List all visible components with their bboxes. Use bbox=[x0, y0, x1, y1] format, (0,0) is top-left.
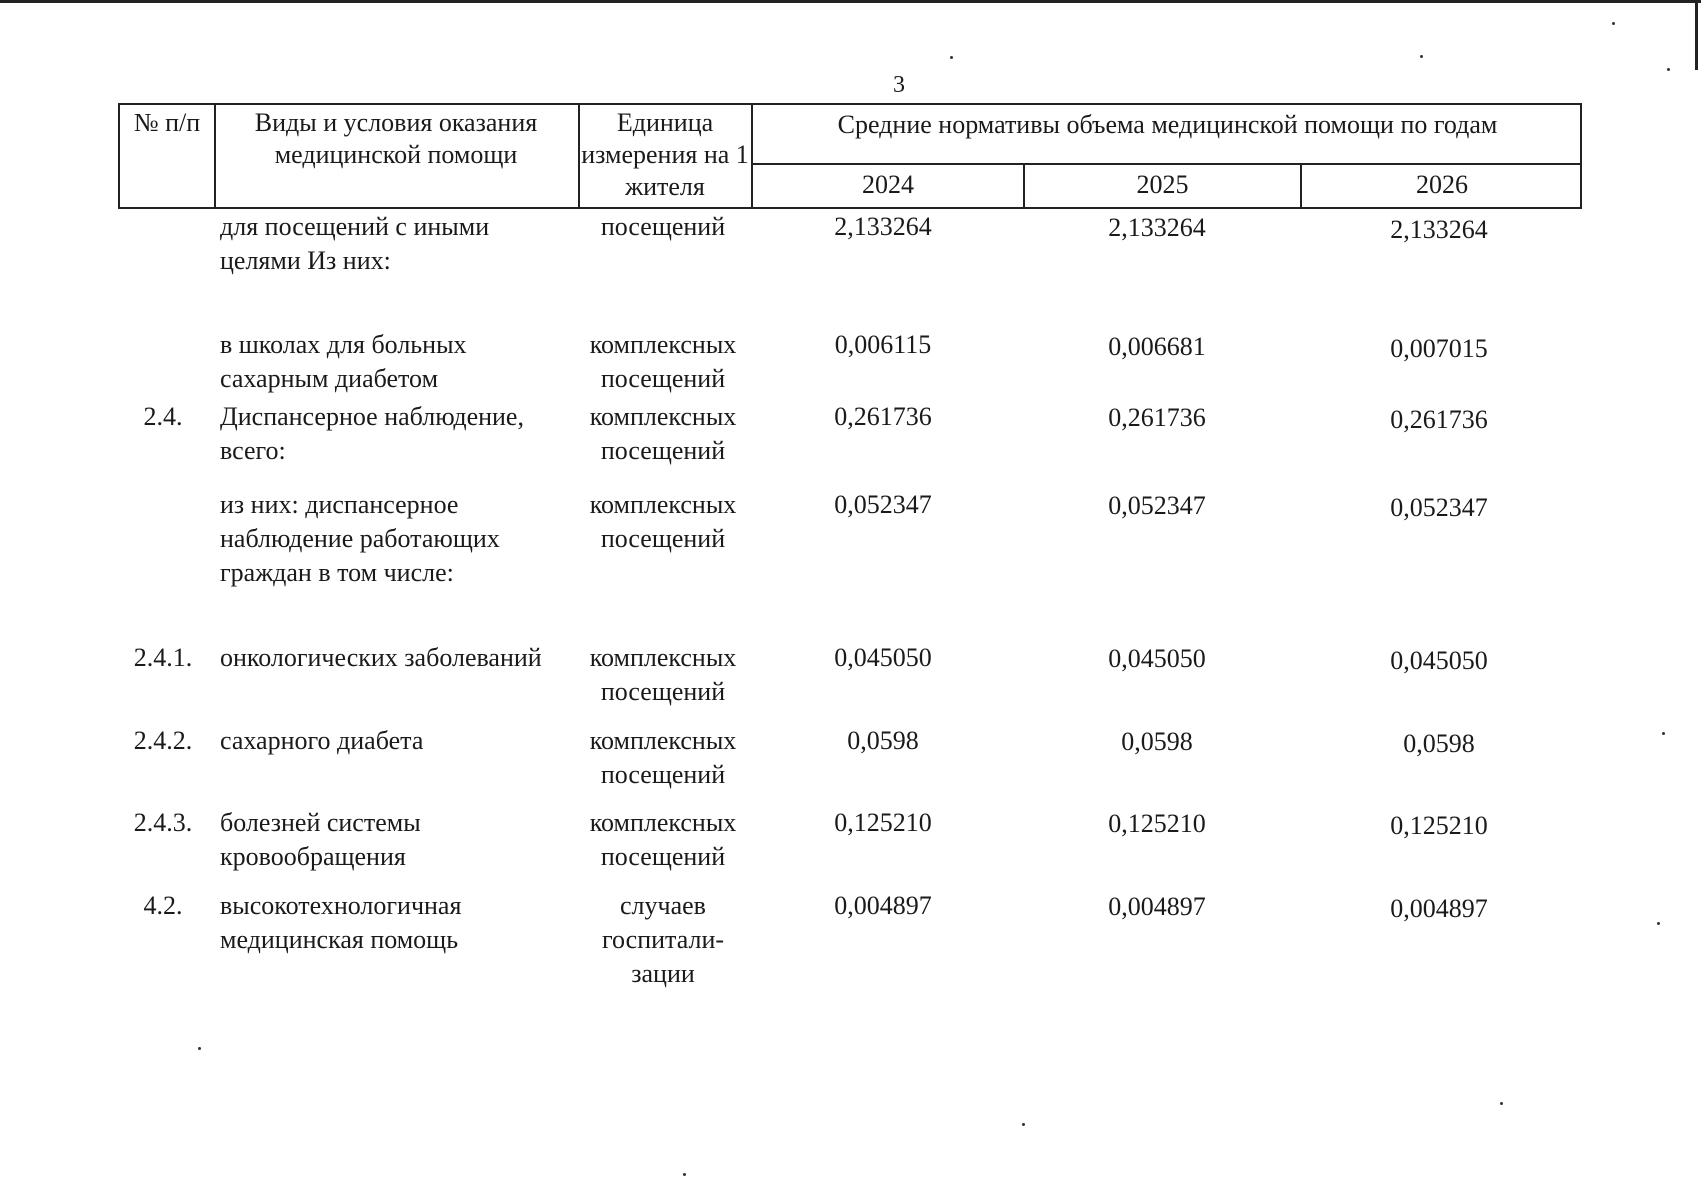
row-num: 4.2. bbox=[143, 891, 183, 920]
row-value-2024: 2,133264 bbox=[834, 212, 932, 241]
row-value-2025: 0,052347 bbox=[1108, 491, 1206, 520]
page-number: 3 bbox=[893, 72, 905, 98]
row-name: высокотехнологичная медицинская помощь bbox=[220, 891, 462, 954]
scan-top-edge bbox=[0, 0, 1701, 3]
header-year-2024: 2024 bbox=[862, 170, 914, 199]
row-value-2024: 0,0598 bbox=[847, 726, 919, 755]
header-unit: Единица измерения на 1 жителя bbox=[581, 108, 749, 201]
row-value-2026: 0,125210 bbox=[1390, 811, 1488, 840]
row-value-2025: 0,045050 bbox=[1108, 644, 1206, 673]
scan-right-edge bbox=[1695, 0, 1698, 70]
row-name: онкологических заболеваний bbox=[220, 643, 542, 672]
row-value-2026: 0,261736 bbox=[1390, 405, 1488, 434]
row-name: для посещений с иными целями Из них: bbox=[220, 212, 490, 275]
row-unit: комплексных посещений bbox=[589, 490, 737, 553]
table-header bbox=[118, 103, 1582, 209]
row-value-2026: 0,004897 bbox=[1390, 894, 1488, 923]
row-name: из них: диспансерное наблюдение работающих граждан в том числе: bbox=[220, 490, 500, 587]
row-value-2024: 0,045050 bbox=[834, 643, 932, 672]
row-name: сахарного диабета bbox=[220, 726, 424, 755]
row-value-2025: 0,006681 bbox=[1108, 332, 1206, 361]
row-num: 2.4.3. bbox=[133, 808, 193, 837]
row-value-2025: 0,0598 bbox=[1121, 727, 1193, 756]
row-value-2024: 0,125210 bbox=[834, 808, 932, 837]
header-year-2025: 2025 bbox=[1136, 170, 1189, 199]
header-num: № п/п bbox=[133, 108, 201, 137]
row-value-2025: 0,261736 bbox=[1108, 403, 1206, 432]
row-value-2025: 0,004897 bbox=[1108, 892, 1206, 921]
row-name: Диспансерное наблюдение, всего: bbox=[220, 402, 524, 465]
row-unit: комплексных посещений bbox=[589, 643, 737, 706]
row-name: болезней системы кровообращения bbox=[220, 808, 421, 871]
header-kind: Виды и условия оказания медицинской помощи bbox=[254, 108, 538, 169]
row-name: в школах для больных сахарным диабетом bbox=[220, 330, 467, 393]
row-value-2024: 0,052347 bbox=[834, 490, 932, 519]
row-num: 2.4. bbox=[143, 402, 183, 431]
row-value-2026: 0,0598 bbox=[1403, 729, 1475, 758]
row-value-2024: 0,006115 bbox=[834, 330, 932, 359]
row-unit: комплексных посещений bbox=[589, 808, 737, 871]
row-value-2026: 0,052347 bbox=[1390, 493, 1488, 522]
row-num: 2.4.1. bbox=[133, 643, 193, 672]
row-value-2024: 0,261736 bbox=[834, 402, 932, 431]
row-unit: посещений bbox=[600, 212, 726, 241]
header-year-2026: 2026 bbox=[1416, 170, 1468, 199]
row-unit: комплексных посещений bbox=[589, 726, 737, 789]
row-unit: случаев госпитали- зации bbox=[601, 891, 725, 988]
row-value-2026: 0,007015 bbox=[1390, 334, 1488, 363]
row-value-2026: 2,133264 bbox=[1390, 215, 1488, 244]
row-value-2024: 0,004897 bbox=[834, 891, 932, 920]
row-unit: комплексных посещений bbox=[589, 330, 737, 393]
row-unit: комплексных посещений bbox=[589, 402, 737, 465]
row-num: 2.4.2. bbox=[133, 726, 193, 755]
header-norms: Средние нормативы объема медицинской помощи по годам bbox=[837, 110, 1498, 139]
row-value-2026: 0,045050 bbox=[1390, 646, 1488, 675]
row-value-2025: 2,133264 bbox=[1108, 213, 1206, 242]
row-value-2025: 0,125210 bbox=[1108, 809, 1206, 838]
